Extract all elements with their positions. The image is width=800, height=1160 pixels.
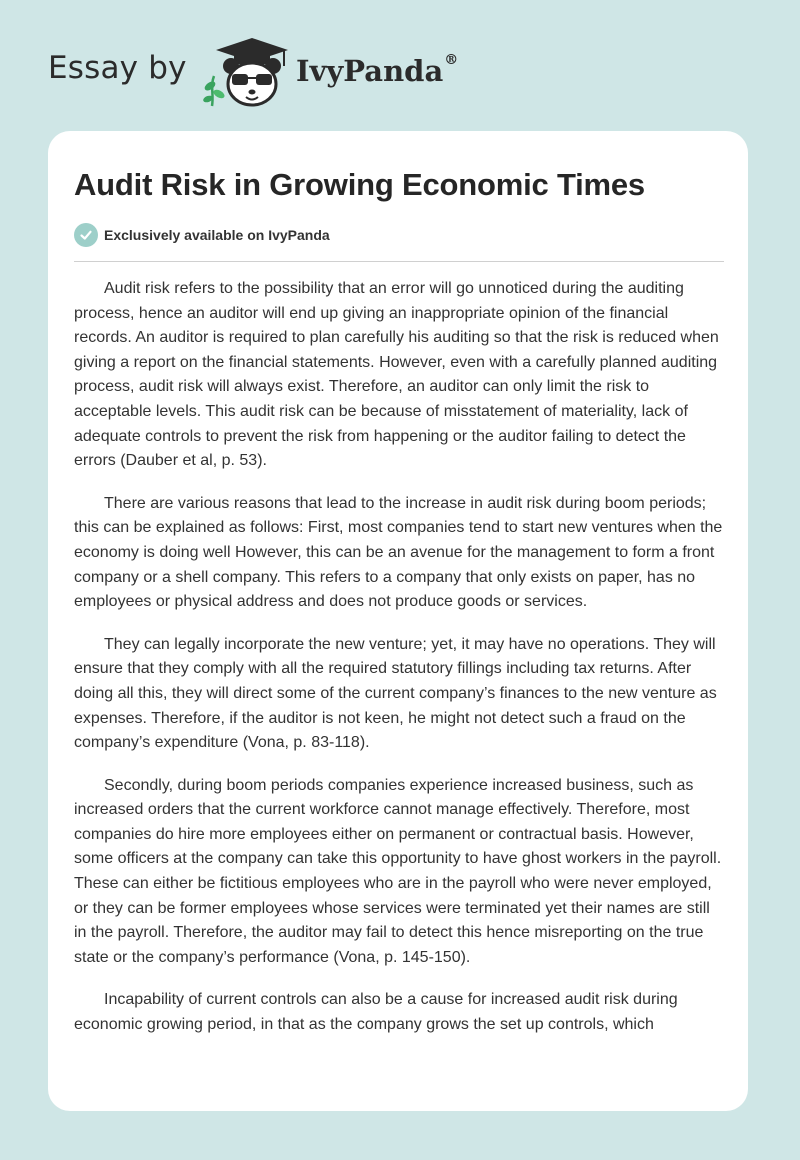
- essay-by-label: Essay by: [48, 50, 187, 86]
- essay-card: [48, 131, 748, 1111]
- registered-mark: ®: [444, 52, 459, 68]
- title-divider: [74, 261, 724, 262]
- paragraph: Incapability of current controls can also be a cause for increased audit risk during economic growing period, in that as the company grows the set up controls, which: [74, 991, 678, 1034]
- check-icon: [74, 223, 98, 247]
- exclusive-badge-label: Exclusively available on IvyPanda: [104, 227, 330, 243]
- paragraph: Secondly, during boom periods companies experience increased business, such as increased orders that the current workforce cannot manage effectively. Therefore, most companies do hire more employees either on permanent or contractual basis. However, some officers at the company can take this opportunity to have ghost workers in the payroll. These can either be fictitious employees who are in the payroll who were never employed, or they can be former employees whose services were terminated yet their names are still in the payroll. Therefore, the auditor may fail to detect this hence misreporting on the true state or the company’s performance (Vona, p. 145-150).: [74, 776, 722, 966]
- ivypanda-logo-icon[interactable]: [200, 36, 296, 108]
- ivypanda-brand[interactable]: [296, 54, 458, 88]
- site-header: [48, 36, 548, 116]
- exclusive-badge: [74, 223, 330, 247]
- essay-body: [74, 277, 724, 1056]
- brand-name-text: IvyPanda: [296, 54, 444, 88]
- essay-title: Audit Risk in Growing Economic Times: [74, 167, 645, 202]
- paragraph: Audit risk refers to the possibility that an error will go unnoticed during the auditing process, hence an auditor will end up giving an inappropriate opinion of the financial records. An auditor is required to plan carefully his auditing so that the risk is reduced when giving a report on the financial statements. However, even with a carefully planned auditing process, audit risk will always exist. Therefore, an auditor can only limit the risk to acceptable levels. This audit risk can be because of misstatement of materiality, lack of adequate controls to prevent the risk from happening or the auditor failing to detect the errors (Dauber et al, p. 53).: [74, 280, 719, 470]
- paragraph: There are various reasons that lead to the increase in audit risk during boom periods; this can be explained as follows: First, most companies tend to start new ventures when the economy is doing well However, this can be an avenue for the management to form a front company or a shell company. This refers to a company that only exists on paper, has no employees or physical address and does not produce goods or services.: [74, 494, 723, 611]
- paragraph: They can legally incorporate the new venture; yet, it may have no operations. They will ensure that they comply with all the required statutory fillings including tax returns. After doing all this, they will direct some of the current company’s finances to the new venture as expenses. Therefore, if the auditor is not keen, he might not detect such a fraud on the company’s expenditure (Vona, p. 83-118).: [74, 635, 717, 752]
